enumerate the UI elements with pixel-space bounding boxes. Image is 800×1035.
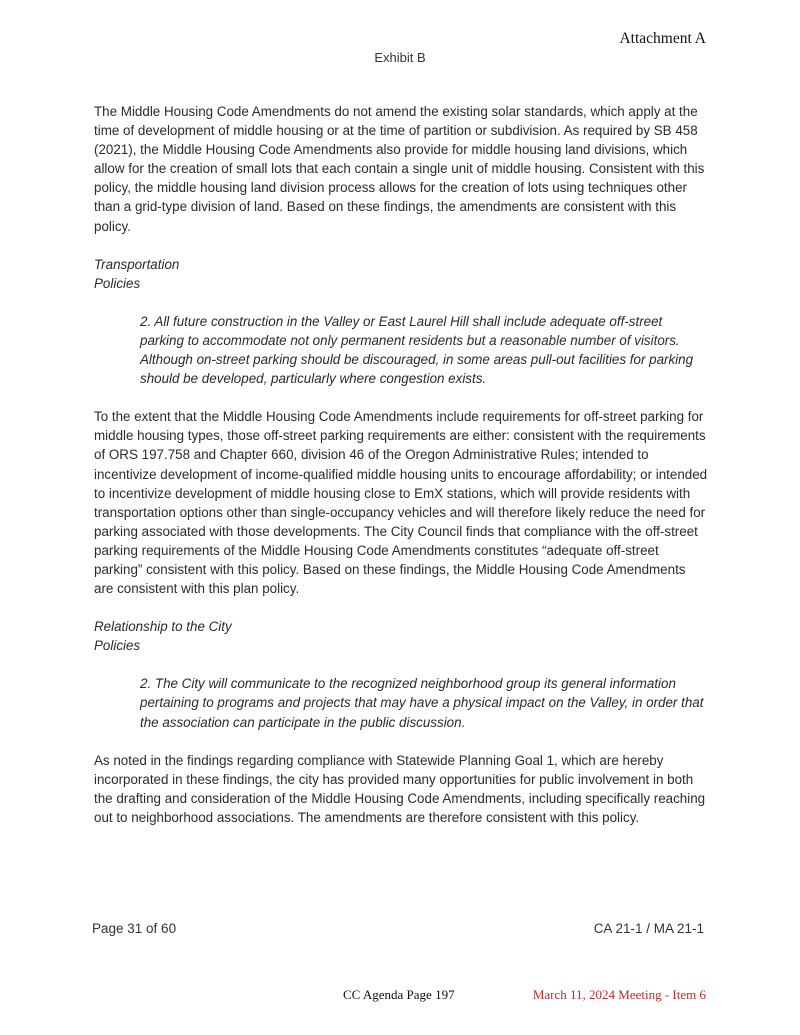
relationship-heading-block <box>94 617 708 655</box>
meeting-item-stamp: March 11, 2024 Meeting - Item 6 <box>532 987 706 1002</box>
section-heading-transportation: Transportation <box>94 256 180 272</box>
document-reference: CA 21-1 / MA 21-1 <box>593 921 704 936</box>
transportation-heading-block <box>94 255 708 293</box>
page-number: Page 31 of 60 <box>92 921 177 936</box>
attachment-label: Attachment A <box>619 30 706 47</box>
document-body <box>94 102 708 846</box>
parking-finding-paragraph: To the extent that the Middle Housing Code Amendments include requirements for off-street parking for middle housing types, those off-street parking requirements are either: consistent with the requirements of ORS 197.758 and Chapter 660, division 46 of the Oregon Administrative Rules; intended to incentivize development of income-qualified middle housing units to encourage affordability; or intended to incentivize development of middle housing close to EmX stations, which will provide residents with transportation options other than single-occupancy vehicles and will therefore likely reduce the need for parking associated with those developments. The City Council finds that compliance with the off-street parking requirements of the Middle Housing Code Amendments constitutes “adequate off-street parking” consistent with this policy. Based on these findings, the Middle Housing Code Amendments are consistent with this plan policy. <box>94 409 708 597</box>
solar-standards-paragraph: The Middle Housing Code Amendments do not amend the existing solar standards, which apply at the time of development of middle housing or at the time of partition or subdivision. As required by SB 458 (2021), the Middle Housing Code Amendments also provide for middle housing land divisions, which allow for the creation of small lots that each contain a single unit of middle housing. Consistent with this policy, the middle housing land division process allows for the creation of lots using techniques other than a grid-type division of land. Based on these findings, the amendments are consistent with this policy. <box>94 104 705 234</box>
policy-quote-parking: 2. All future construction in the Valley or East Laurel Hill shall include adequate off-street parking to accommodate not only permanent residents but a reasonable number of visitors. Although on-street parking should be discouraged, in some areas pull-out facilities for parking should be developed, particularly where congestion exists. <box>140 313 694 387</box>
exhibit-label: Exhibit B <box>374 50 426 65</box>
section-subheading-policies: Policies <box>94 275 141 291</box>
section-subheading-policies: Policies <box>94 638 141 654</box>
public-involvement-paragraph: As noted in the findings regarding compliance with Statewide Planning Goal 1, which are hereby incorporated in these findings, the city has provided many opportunities for public involvement in both the drafting and consideration of the Middle Housing Code Amendments, including specifically reaching out to neighborhood associations. The amendments are therefore consistent with this policy. <box>94 752 706 825</box>
policy-quote-communication: 2. The City will communicate to the recognized neighborhood group its general information pertaining to programs and projects that may have a physical impact on the Valley, in order that the association can participate in the public discussion. <box>140 676 704 730</box>
agenda-page-stamp: CC Agenda Page 197 <box>343 987 455 1002</box>
section-heading-relationship: Relationship to the City <box>94 619 232 635</box>
